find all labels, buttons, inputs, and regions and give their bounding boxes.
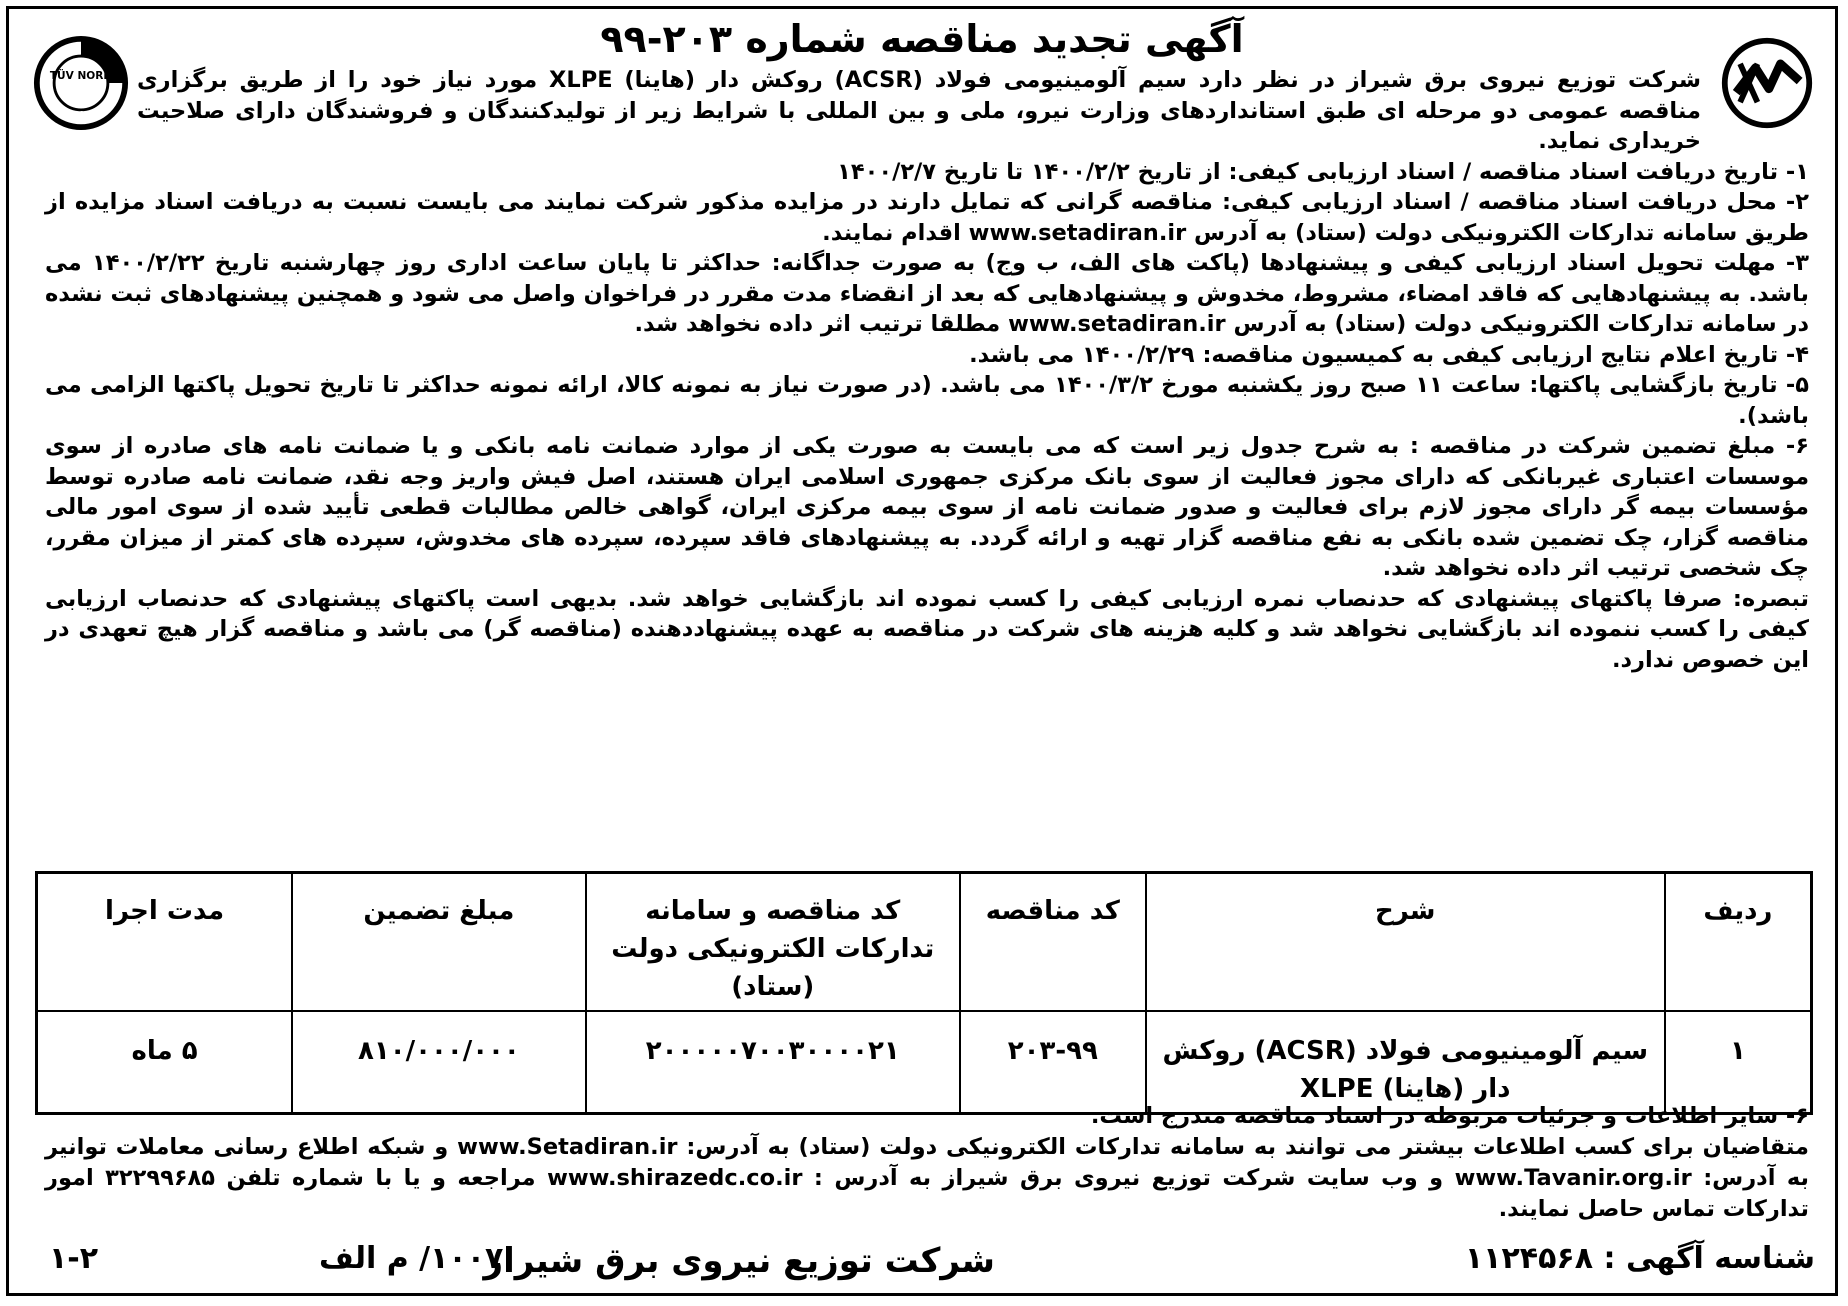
note-text: صرفا پاکتهای پیشنهادی که حدنصاب نمره ارزیابی کیفی را کسب نموده اند بازگشایی خواهد شد. بدیهی است پاکتهای پیشنهادی که حدنصاب ارزیابی کیفی را کسب ننموده اند بازگشایی نخواهد شد و کلیه هزینه های شرکت در مناقصه به عهده پیشنهاددهنده (مناقصه گر) می باشد و مناقصه گزار هیچ تعهدی در این خصوص ندارد. xyxy=(45,585,1809,673)
cell-description: سیم آلومینیومی فولاد (ACSR) روکش دار (هاینا) XLPE xyxy=(1146,1011,1665,1114)
header-setad-code: کد مناقصه و سامانه تدارکات الکترونیکی دولت (ستاد) xyxy=(586,873,960,1012)
cell-duration: ۵ ماه xyxy=(37,1011,293,1114)
page-number: ۱-۲ xyxy=(49,1241,99,1276)
footer-info xyxy=(45,1101,1809,1225)
item-text: ساعت ۱۱ صبح روز یکشنبه مورخ ۱۴۰۰/۳/۲ می باشد. (در صورت نیاز به نمونه کالا، ارائه نمونه حداکثر تا تاریخ تحویل پاکتها الزامی می باشد). xyxy=(45,372,1809,429)
item-label: ۲- محل دریافت اسناد مناقصه / اسناد ارزیابی کیفی: xyxy=(1222,189,1809,215)
item-label: ۵- تاریخ بازگشایی پاکتها: xyxy=(1529,372,1809,398)
contact-paragraph: متقاضیان برای کسب اطلاعات بیشتر می توانند به سامانه تدارکات الکترونیکی دولت (ستاد) به آدرس: www.Setadiran.ir و شبکه اطلاع رسانی معاملات توانیر به آدرس: www.Tavanir.org.ir و وب سایت شرکت توزیع نیروی برق شیراز به آدرس : www.shirazedc.co.ir مراجعه و یا با شماره تلفن ۳۲۲۹۹۶۸۵ امور تدارکات تماس حاصل نمایند. xyxy=(45,1134,1809,1222)
header-description: شرح xyxy=(1146,873,1665,1012)
item-2 xyxy=(45,187,1809,248)
notice-id: شناسه آگهی : ۱۱۲۴۵۶۸ xyxy=(1464,1241,1815,1276)
item-label: ۳- مهلت تحویل اسناد ارزیابی کیفی و پیشنهادها (پاکت های الف، ب وج) به صورت جداگانه: xyxy=(771,250,1809,276)
company-name: شرکت توزیع نیروی برق شیراز xyxy=(483,1241,995,1281)
notice-body xyxy=(45,65,1809,675)
item-text: مناقصه گرانی که تمایل دارند در مزایده مذکور شرکت نمایند می بایست نسبت به دریافت اسناد مزایده از طریق سامانه تدارکات الکترونیکی دولت (ستاد) به آدرس www.setadiran.ir اقدام نمایند. xyxy=(45,189,1809,246)
item-label: ۱- تاریخ دریافت اسناد مناقصه / اسناد ارزیابی کیفی: xyxy=(1228,158,1809,185)
tender-table xyxy=(35,871,1813,1115)
note-label: تبصره: xyxy=(1732,585,1809,612)
item-6b: ۶- سایر اطلاعات و جزئیات مربوطه در اسناد مناقصه مندرج است. xyxy=(1090,1103,1809,1129)
svg-text:TÜV NORD: TÜV NORD xyxy=(49,70,113,83)
item-text: به شرح جدول زیر است که می بایست به صورت یکی از موارد ضمانت نامه بانکی و یا ضمانت نامه های صادره از سوی موسسات اعتباری غیربانکی که دارای مجوز فعالیت از سوی بانک مرکزی جمهوری اسلامی ایران هستند، اصل فیش واریز وجه نقد، ضمانت نامه صادره توسط مؤسسات بیمه گر دارای مجوز لازم برای فعالیت و صدور ضمانت نامه از سوی بیمه مرکزی ایران، گواهی خالص مطالبات قطعی تأیید شده از سوی امور مالی مناقصه گزار، چک تضمین شده بانکی به نفع مناقصه گزار تهیه و ارائه گردد. به پیشنهادهای فاقد سپرده، سپرده های مخدوش، سپرده های کمتر از میزان مقرر، چک شخصی ترتیب اثر داده نخواهد شد. xyxy=(45,433,1809,581)
intro-paragraph: شرکت توزیع نیروی برق شیراز در نظر دارد سیم آلومینیومی فولاد (ACSR) روکش دار (هاینا) XLPE مورد نیاز خود را از طریق برگزاری مناقصه عمومی دو مرحله ای طبق استانداردهای وزارت نیرو، ملی و بین المللی با شرایط زیر از تولیدکنندگان و فروشندگان دارای صلاحیت خریداری نماید. xyxy=(137,67,1701,154)
cell-row-number: ۱ xyxy=(1665,1011,1812,1114)
cell-tender-code: ۲۰۳-۹۹ xyxy=(960,1011,1146,1114)
item-text: از تاریخ ۱۴۰۰/۲/۲ تا تاریخ ۱۴۰۰/۲/۷ xyxy=(837,158,1229,185)
item-3 xyxy=(45,248,1809,340)
item-1 xyxy=(45,157,1809,188)
item-5 xyxy=(45,370,1809,431)
item-6 xyxy=(45,431,1809,584)
table-header-row xyxy=(37,873,1812,1012)
header-duration: مدت اجرا xyxy=(37,873,293,1012)
cell-guarantee-amount: ۸۱۰/۰۰۰/۰۰۰ xyxy=(292,1011,586,1114)
note-paragraph xyxy=(45,584,1809,676)
item-4 xyxy=(45,340,1809,371)
item-text: ۱۴۰۰/۲/۲۹ می باشد. xyxy=(969,341,1203,368)
reference-code: ۱۰۰۷/ م الف xyxy=(319,1241,504,1276)
item-label: ۴- تاریخ اعلام نتایج ارزیابی کیفی به کمیسیون مناقصه: xyxy=(1202,341,1809,368)
header-row-number: ردیف xyxy=(1665,873,1812,1012)
tender-notice xyxy=(6,6,1838,1296)
header-guarantee-amount: مبلغ تضمین xyxy=(292,873,586,1012)
cell-setad-code: ۲۰۰۰۰۰۷۰۰۳۰۰۰۰۲۱ xyxy=(586,1011,960,1114)
notice-title: آگهی تجدید مناقصه شماره ۲۰۳-۹۹ xyxy=(600,17,1244,61)
item-label: ۶- مبلغ تضمین شرکت در مناقصه : xyxy=(1409,433,1809,459)
bottom-bar xyxy=(49,1237,1815,1285)
svg-text:ISO 9001: ISO 9001 xyxy=(59,110,103,121)
item-text: حداکثر تا پایان ساعت اداری روز چهارشنبه تاریخ ۱۴۰۰/۲/۲۲ می باشد. به پیشنهادهایی که فاقد امضاء، مشروط، مخدوش و پیشنهادهایی که بعد از انقضاء مدت مقرر در فراخوان واصل می شود و همچنین پیشنهادهای ثبت نشده در سامانه تدارکات الکترونیکی دولت (ستاد) به آدرس www.setadiran.ir مطلقا ترتیب اثر داده نخواهد شد. xyxy=(45,250,1809,337)
table-row xyxy=(37,1011,1812,1114)
header-tender-code: کد مناقصه xyxy=(960,873,1146,1012)
